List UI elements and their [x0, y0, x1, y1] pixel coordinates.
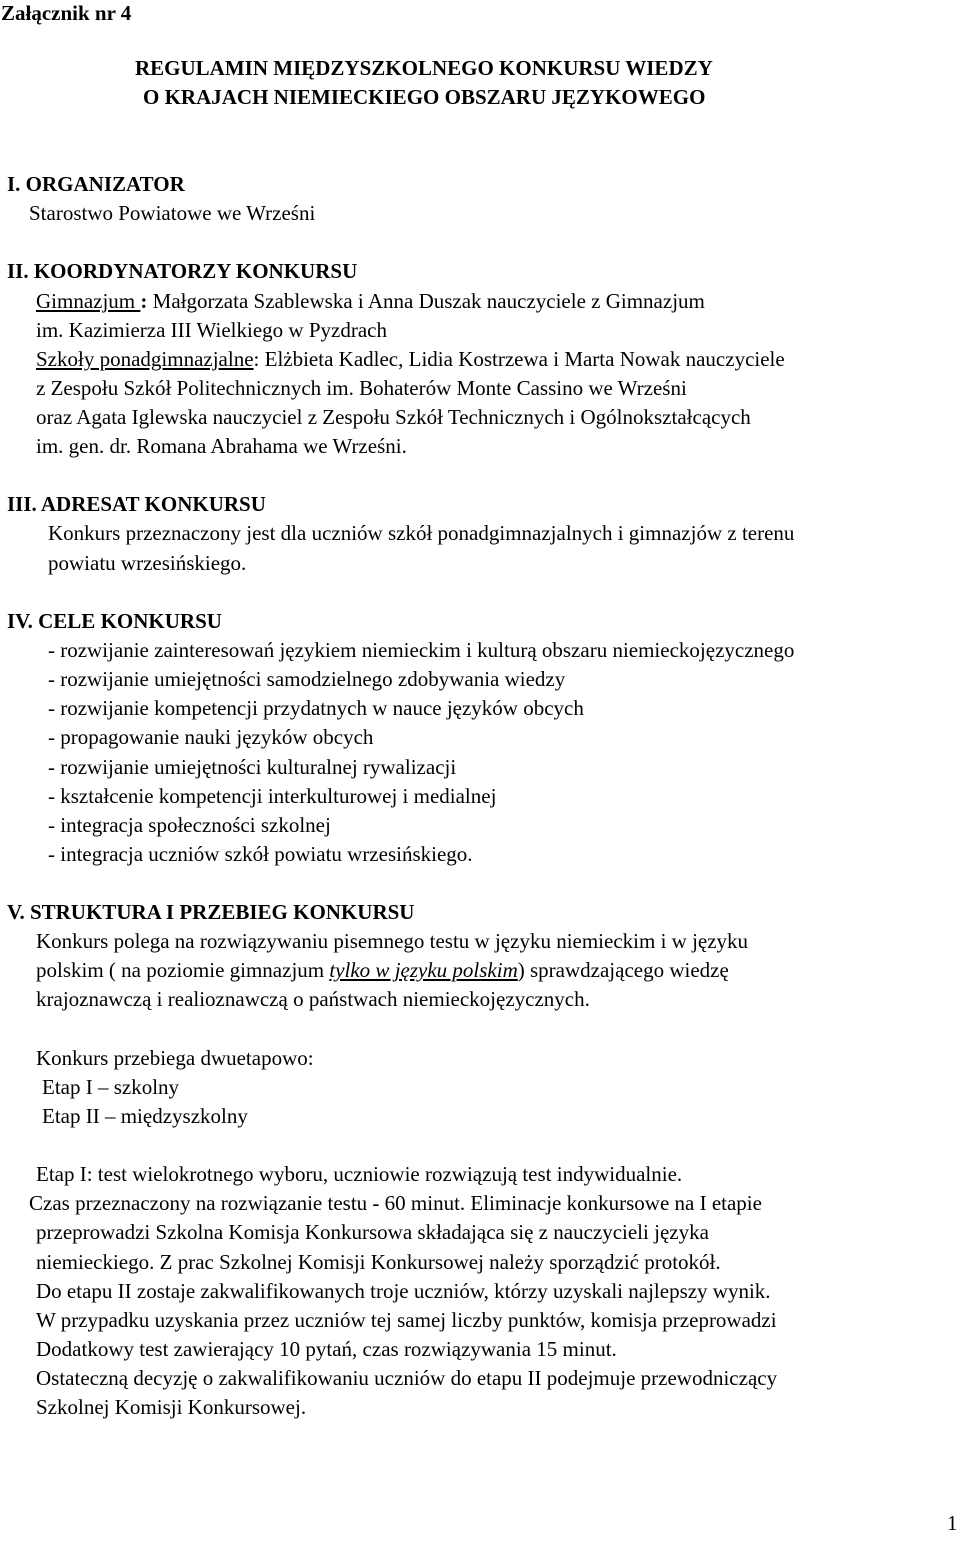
- stages-intro: Konkurs przebiega dwuetapowo:: [36, 1046, 314, 1070]
- organizer-name: Starostwo Powiatowe we Wrześni: [29, 201, 316, 225]
- goal-item: - kształcenie kompetencji interkulturowej i medialnej: [48, 784, 497, 808]
- text-line: Konkurs polega na rozwiązywaniu pisemnego testu w języku niemieckim i w języku: [36, 929, 749, 953]
- text-fragment: ) sprawdzającego wiedzę: [517, 958, 729, 982]
- text-line: im. gen. dr. Romana Abrahama we Wrześni.: [36, 434, 407, 458]
- text-line: przeprowadzi Szkolna Komisja Konkursowa składająca się z nauczycieli języka: [36, 1220, 709, 1244]
- text-line: niemieckiego. Z prac Szkolnej Komisji Konkursowej należy sporządzić protokół.: [36, 1250, 721, 1274]
- emphasis-only-polish: tylko w języku polskim: [329, 958, 518, 982]
- goal-item: - rozwijanie umiejętności samodzielnego zdobywania wiedzy: [48, 667, 566, 691]
- text-line: Do etapu II zostaje zakwalifikowanych troje uczniów, którzy uzyskali najlepszy wynik.: [36, 1279, 771, 1303]
- goal-item: - rozwijanie kompetencji przydatnych w nauce języków obcych: [48, 696, 584, 720]
- section-heading: IV. CELE KONKURSU: [7, 609, 222, 633]
- text-line: Ostateczną decyzję o zakwalifikowaniu uczniów do etapu II podejmuje przewodniczący: [36, 1366, 778, 1390]
- text-line: Konkurs przeznaczony jest dla uczniów szkół ponadgimnazjalnych i gimnazjów z terenu: [48, 521, 795, 545]
- text-line: W przypadku uzyskania przez uczniów tej samej liczby punktów, komisja przeprowadzi: [36, 1308, 777, 1332]
- title-line-2: O KRAJACH NIEMIECKIEGO OBSZARU JĘZYKOWEGO: [143, 85, 706, 109]
- colon: :: [140, 289, 148, 313]
- text-line: powiatu wrzesińskiego.: [48, 551, 247, 575]
- text-line: Czas przeznaczony na rozwiązanie testu - 60 minut. Eliminacje konkursowe na I etapie: [29, 1191, 762, 1215]
- attachment-label: Załącznik nr 4: [1, 1, 132, 25]
- coordinators-ponadgimnazjalne-line: [36, 349, 785, 370]
- text-line: z Zespołu Szkół Politechnicznych im. Bohaterów Monte Cassino we Wrześni: [36, 376, 687, 400]
- gimnazjum-coordinators: Małgorzata Szablewska i Anna Duszak nauczyciele z Gimnazjum: [147, 289, 705, 313]
- section-heading: I. ORGANIZATOR: [7, 172, 185, 196]
- ponadgimnazjalne-label: Szkoły ponadgimnazjalne: [36, 347, 254, 371]
- gimnazjum-label: Gimnazjum: [36, 289, 141, 313]
- text-line: oraz Agata Iglewska nauczyciel z Zespołu Szkół Technicznych i Ogólnokształcących: [36, 405, 751, 429]
- text-line: Dodatkowy test zawierający 10 pytań, czas rozwiązywania 15 minut.: [36, 1337, 617, 1361]
- stage-item: Etap I – szkolny: [42, 1075, 180, 1099]
- section-heading: V. STRUKTURA I PRZEBIEG KONKURSU: [7, 900, 415, 924]
- stage-item: Etap II – międzyszkolny: [42, 1104, 248, 1128]
- text-fragment: polskim ( na poziomie gimnazjum: [36, 958, 330, 982]
- text-line: krajoznawczą i realioznawczą o państwach niemieckojęzycznych.: [36, 987, 590, 1011]
- text-line: Etap I: test wielokrotnego wyboru, uczniowie rozwiązują test indywidualnie.: [36, 1162, 683, 1186]
- ponadgimnazjalne-coordinators: : Elżbieta Kadlec, Lidia Kostrzewa i Marta Nowak nauczyciele: [253, 347, 785, 371]
- section-heading: III. ADRESAT KONKURSU: [7, 492, 266, 516]
- text-line: Szkolnej Komisji Konkursowej.: [36, 1395, 307, 1419]
- goal-item: - integracja społeczności szkolnej: [48, 813, 331, 837]
- goal-item: - rozwijanie zainteresowań językiem niemieckim i kulturą obszaru niemieckojęzycznego: [48, 638, 795, 662]
- goal-item: - propagowanie nauki języków obcych: [48, 725, 374, 749]
- goal-item: - integracja uczniów szkół powiatu wrzesińskiego.: [48, 842, 473, 866]
- page-number: 1: [947, 1511, 958, 1535]
- section-heading: II. KOORDYNATORZY KONKURSU: [7, 259, 358, 283]
- text-line: im. Kazimierza III Wielkiego w Pyzdrach: [36, 318, 387, 342]
- goal-item: - rozwijanie umiejętności kulturalnej rywalizacji: [48, 755, 457, 779]
- text-line-with-emphasis: [36, 960, 729, 981]
- title-line-1: REGULAMIN MIĘDZYSZKOLNEGO KONKURSU WIEDZY: [135, 56, 713, 80]
- coordinators-gimnazjum-line: [36, 291, 705, 312]
